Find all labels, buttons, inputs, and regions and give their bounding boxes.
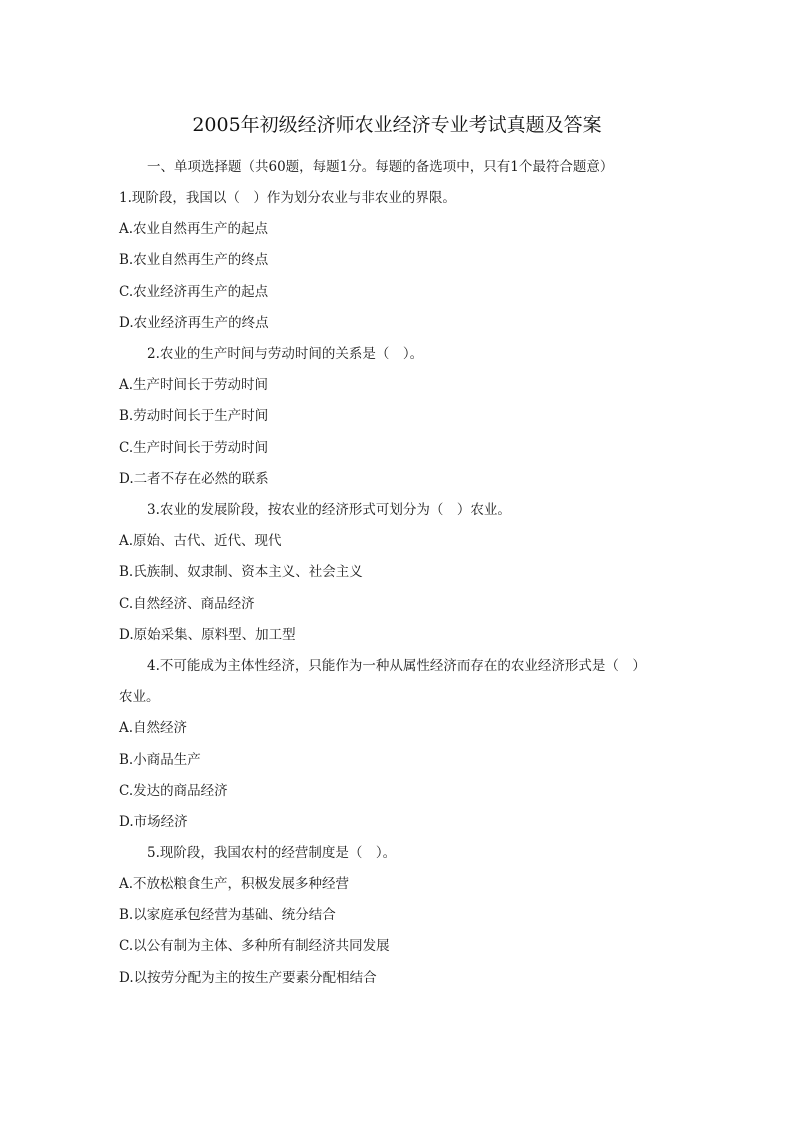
question-3-option-a: A.原始、古代、近代、现代 (119, 533, 282, 549)
question-1-stem: 1.现阶段，我国以（ ）作为划分农业与非农业的界限。 (119, 190, 456, 206)
question-5-option-b: B.以家庭承包经营为基础、统分结合 (119, 907, 336, 923)
document-title: 2005年初级经济师农业经济专业考试真题及答案 (192, 114, 602, 136)
section-heading: 一、单项选择题（共60题，每题1分。每题的备选项中，只有1个最符合题意） (147, 159, 614, 175)
question-5-option-a: A.不放松粮食生产，积极发展多种经营 (119, 876, 350, 892)
question-3-option-c: C.自然经济、商品经济 (119, 596, 255, 612)
question-3-option-b: B.氏族制、奴隶制、资本主义、社会主义 (119, 564, 363, 580)
question-4-option-c: C.发达的商品经济 (119, 783, 228, 799)
question-5-option-c: C.以公有制为主体、多种所有制经济共同发展 (119, 938, 390, 954)
question-1-option-d: D.农业经济再生产的终点 (119, 315, 269, 331)
question-4-stem-continued: 农业。 (119, 689, 160, 705)
question-5-option-d: D.以按劳分配为主的按生产要素分配相结合 (119, 970, 377, 986)
question-3-stem: 3.农业的发展阶段，按农业的经济形式可划分为（ ）农业。 (147, 502, 511, 518)
question-1-option-c: C.农业经济再生产的起点 (119, 284, 269, 300)
question-2-option-b: B.劳动时间长于生产时间 (119, 408, 269, 424)
question-4-option-a: A.自然经济 (119, 720, 188, 736)
question-2-stem: 2.农业的生产时间与劳动时间的关系是（ ）。 (147, 346, 424, 362)
question-5-stem: 5.现阶段，我国农村的经营制度是（ ）。 (147, 845, 397, 861)
question-4-stem: 4.不可能成为主体性经济，只能作为一种从属性经济而存在的农业经济形式是（ ） (147, 658, 646, 674)
question-3-option-d: D.原始采集、原料型、加工型 (119, 627, 296, 643)
question-2-option-c: C.生产时间长于劳动时间 (119, 440, 269, 456)
question-1-option-a: A.农业自然再生产的起点 (119, 221, 269, 237)
question-4-option-d: D.市场经济 (119, 814, 188, 830)
question-2-option-a: A.生产时间长于劳动时间 (119, 377, 269, 393)
question-2-option-d: D.二者不存在必然的联系 (119, 471, 269, 487)
question-1-option-b: B.农业自然再生产的终点 (119, 252, 269, 268)
question-4-option-b: B.小商品生产 (119, 752, 201, 768)
